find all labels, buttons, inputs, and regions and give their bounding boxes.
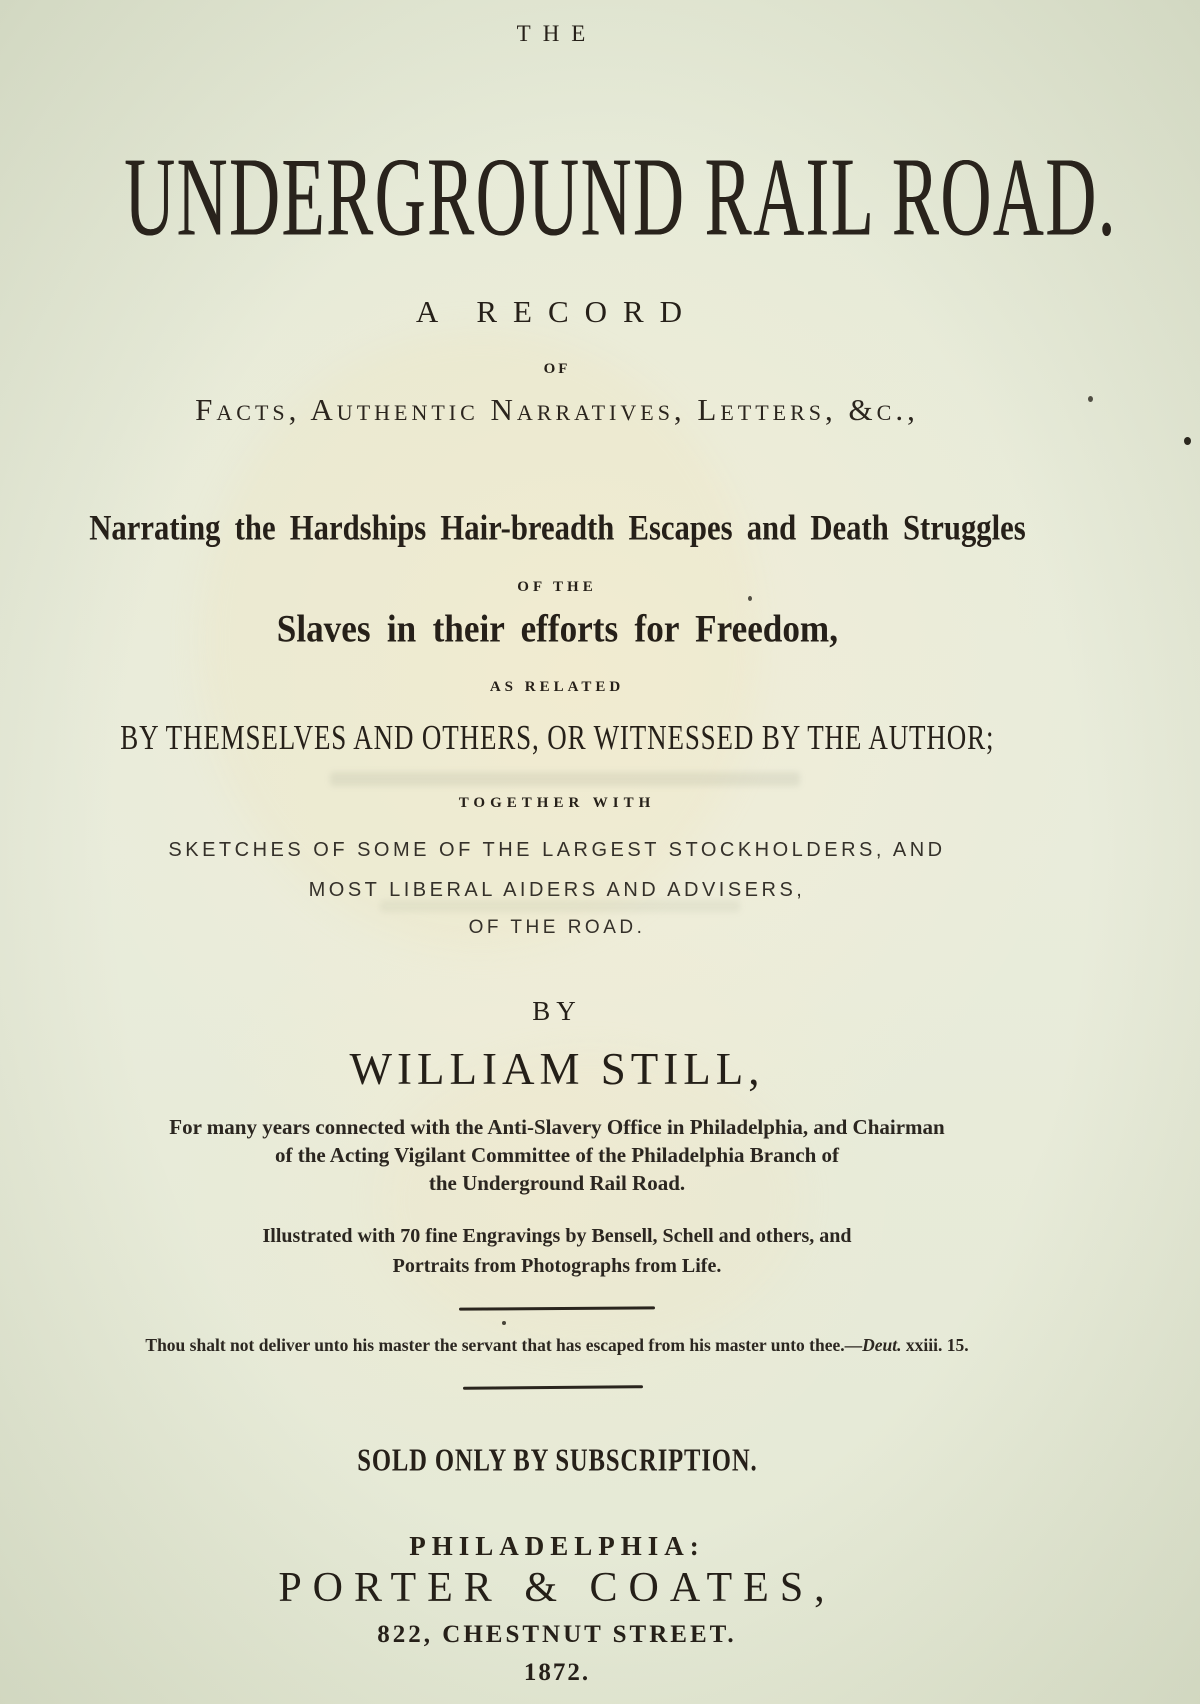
subtitle-slaves-text: Slaves in their efforts for Freedom,: [276, 607, 838, 651]
subtitle-as-related: AS RELATED: [489, 679, 625, 695]
subtitle-by-themselves: [0, 717, 1114, 757]
illustration-note-line-2: Portraits from Photographs from Life.: [392, 1255, 722, 1277]
ink-speck: [1184, 437, 1191, 445]
subtitle-of-the: OF THE: [517, 579, 597, 595]
subtitle-sketches-1: SKETCHES OF SOME OF THE LARGEST STOCKHOLDERS, AND: [168, 839, 946, 861]
divider-rule-top: [459, 1306, 655, 1310]
subtitle-sketches-3: OF THE ROAD.: [468, 917, 646, 938]
epigraph-source-ref: xxiii. 15.: [901, 1335, 969, 1355]
epigraph-text: Thou shalt not deliver unto his master the servant that has escaped from his master unto thee.—: [145, 1335, 863, 1355]
author-bio-line-1: For many years connected with the Anti-Slavery Office in Philadelphia, and Chairman: [169, 1115, 945, 1139]
subtitle-slaves: [0, 607, 1114, 651]
author-name: WILLIAM STILL,: [349, 1044, 765, 1094]
author-bio-line-3: the Underground Rail Road.: [428, 1171, 686, 1195]
subtitle-together-with: TOGETHER WITH: [458, 795, 656, 811]
series-kicker: THE: [516, 21, 598, 46]
subtitle-by-themselves-text: BY THEMSELVES AND OTHERS, OR WITNESSED BY THE AUTHOR;: [119, 717, 994, 757]
author-bio-line-2: of the Acting Vigilant Committee of the Philadelphia Branch of: [274, 1143, 840, 1167]
sold-note-text: SOLD ONLY BY SUBSCRIPTION.: [356, 1442, 758, 1479]
epigraph: [0, 1336, 1114, 1354]
divider-rule-bottom: [463, 1385, 643, 1390]
byline-by: BY: [532, 996, 582, 1026]
subtitle-narrating-text: Narrating the Hardships Hair-breadth Escapes and Death Struggles: [88, 508, 1026, 549]
of-line: OF: [543, 361, 571, 377]
facts-line: Facts, Authentic Narratives, Letters, &c.,: [195, 392, 919, 427]
imprint-city: PHILADELPHIA:: [409, 1531, 705, 1561]
sold-note: [0, 1442, 1114, 1479]
subtitle-narrating: [0, 508, 1114, 549]
book-main-title-text: UNDERGROUND RAIL ROAD.: [124, 136, 1117, 261]
epigraph-source: Deut.: [862, 1335, 902, 1355]
subtitle-sketches-2: MOST LIBERAL AIDERS AND ADVISERS,: [308, 879, 806, 901]
record-line: A RECORD: [415, 294, 699, 329]
illustration-note-line-1: Illustrated with 70 fine Engravings by Bensell, Schell and others, and: [262, 1225, 852, 1247]
imprint-street: 822, CHESTNUT STREET.: [377, 1621, 737, 1648]
imprint-year: 1872.: [523, 1659, 591, 1686]
imprint-publisher: PORTER & COATES,: [278, 1565, 836, 1611]
book-main-title: [0, 136, 1117, 261]
